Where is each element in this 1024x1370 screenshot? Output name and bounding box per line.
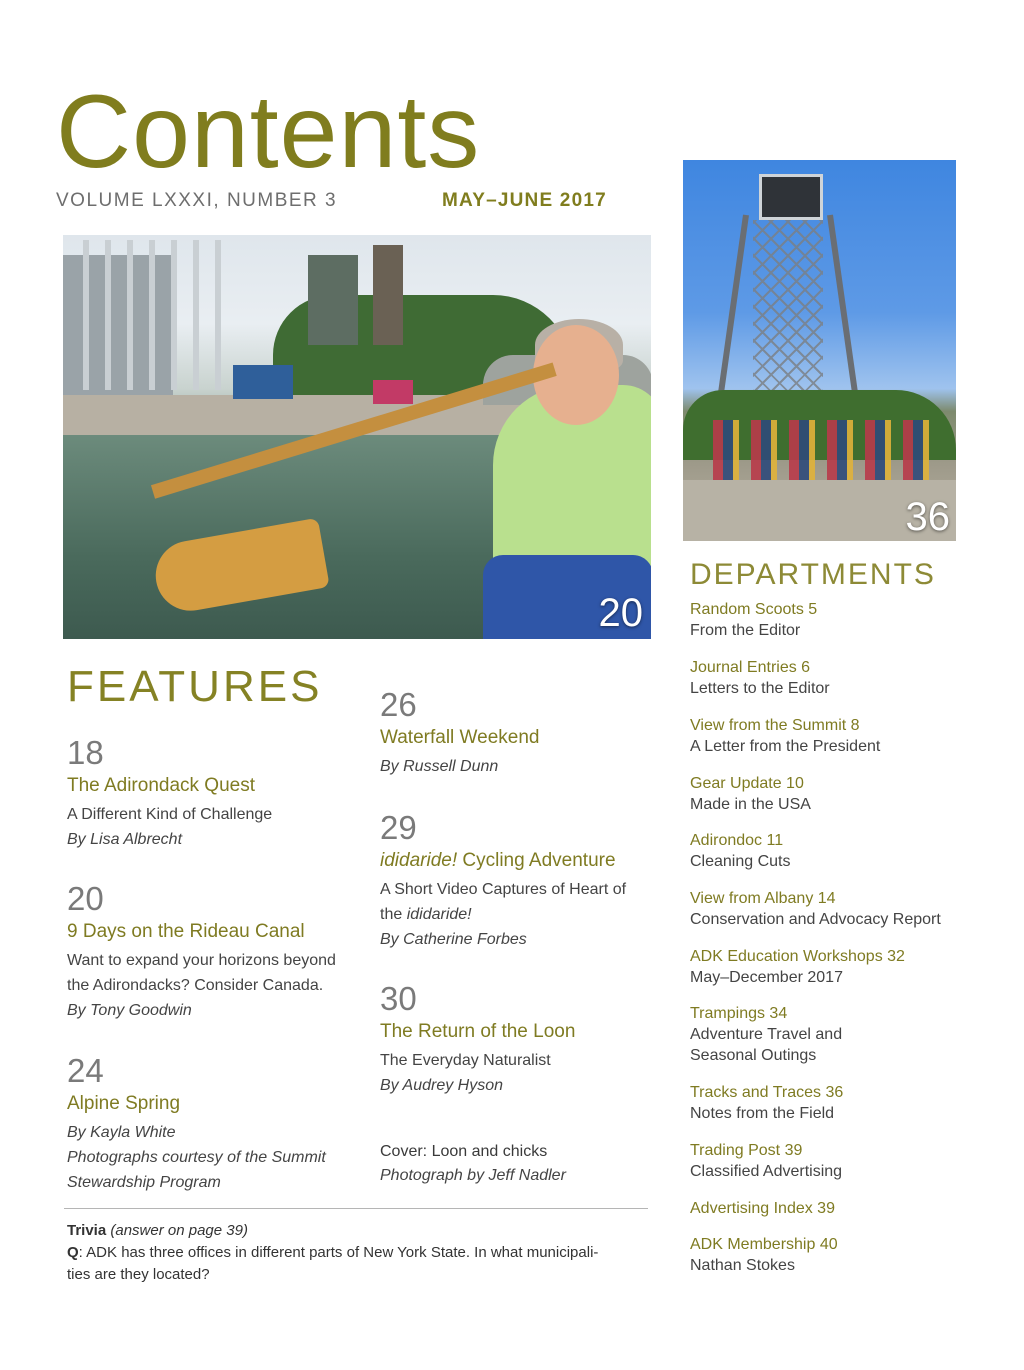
department-item[interactable] [690, 715, 980, 757]
trivia-box [67, 1220, 647, 1286]
department-item[interactable] [690, 888, 980, 930]
department-desc: Conservation and Advocacy Report [690, 911, 941, 928]
feature-item[interactable] [380, 982, 575, 1098]
department-title: Tracks and Traces 36 [690, 1084, 844, 1101]
trivia-label: Trivia [67, 1222, 107, 1239]
canal-photo-page-number: 20 [598, 591, 643, 635]
feature-item[interactable] [67, 736, 272, 852]
department-desc: May–December 2017 [690, 969, 843, 986]
feature-page: 30 [380, 980, 417, 1017]
department-title: Journal Entries 6 [690, 659, 811, 676]
feature-byline: By Tony Goodwin [67, 1001, 192, 1019]
department-desc: From the Editor [690, 622, 801, 639]
feature-subtitle: A Short Video Captures of Heart of [380, 880, 627, 898]
department-title: View from the Summit 8 [690, 717, 860, 734]
feature-page: 26 [380, 686, 417, 723]
feature-subtitle: Want to expand your horizons beyond [67, 951, 336, 969]
feature-subtitle-pre: the [380, 905, 407, 923]
trivia-note: (answer on page 39) [110, 1222, 248, 1239]
department-item[interactable] [690, 1082, 980, 1124]
feature-byline: By Audrey Hyson [380, 1076, 504, 1094]
department-title: ADK Membership 40 [690, 1236, 838, 1253]
department-title: Gear Update 10 [690, 775, 804, 792]
feature-subtitle [380, 902, 626, 927]
departments-heading: DEPARTMENTS [690, 558, 936, 591]
department-desc: Notes from the Field [690, 1105, 835, 1122]
feature-title: 9 Days on the Rideau Canal [67, 921, 305, 942]
feature-subtitle: the Adirondacks? Consider Canada. [67, 976, 324, 994]
feature-title-rest: Cycling Adventure [457, 850, 616, 871]
trivia-q-label: Q [67, 1244, 79, 1261]
page-title: Contents [56, 74, 481, 190]
department-item[interactable] [690, 946, 980, 988]
feature-title: The Adirondack Quest [67, 775, 255, 796]
trivia-question-cont: ties are they located? [67, 1266, 210, 1283]
department-item[interactable] [690, 1003, 980, 1066]
feature-title: Waterfall Weekend [380, 727, 540, 748]
feature-page: 20 [67, 880, 104, 917]
department-desc: Made in the USA [690, 796, 811, 813]
department-title: Trampings 34 [690, 1005, 788, 1022]
department-desc: Nathan Stokes [690, 1257, 795, 1274]
department-desc: Letters to the Editor [690, 680, 830, 697]
cover-credit: Photograph by Jeff Nadler [380, 1167, 566, 1184]
department-title: Trading Post 39 [690, 1142, 803, 1159]
department-desc: Seasonal Outings [690, 1047, 817, 1064]
feature-subtitle-italic: ididaride! [406, 905, 472, 923]
department-item[interactable] [690, 830, 980, 872]
feature-byline: By Russell Dunn [380, 757, 499, 775]
department-desc: Cleaning Cuts [690, 853, 791, 870]
feature-title: The Return of the Loon [380, 1021, 576, 1042]
feature-byline: By Catherine Forbes [380, 930, 527, 948]
feature-item[interactable] [67, 1054, 326, 1195]
trivia-question: : ADK has three offices in different parts of New York State. In what municipali- [78, 1244, 599, 1261]
divider [64, 1208, 648, 1209]
department-title: ADK Education Workshops 32 [690, 948, 905, 965]
cover-title: Cover: Loon and chicks [380, 1143, 548, 1160]
department-title: Random Scoots 5 [690, 601, 818, 618]
feature-title-italic: ididaride! [380, 850, 458, 871]
feature-subtitle: The Everyday Naturalist [380, 1051, 551, 1069]
department-item[interactable] [690, 1234, 980, 1276]
feature-item[interactable] [67, 882, 336, 1023]
feature-item[interactable] [380, 688, 539, 779]
department-item[interactable] [690, 773, 980, 815]
department-title: Adirondoc 11 [690, 832, 784, 849]
department-title: View from Albany 14 [690, 890, 836, 907]
department-item[interactable] [690, 1198, 980, 1219]
features-heading: FEATURES [67, 662, 323, 711]
fire-tower-photo [683, 160, 956, 541]
department-item[interactable] [690, 599, 980, 641]
feature-photo-credit: Stewardship Program [67, 1173, 221, 1191]
feature-byline: By Kayla White [67, 1123, 176, 1141]
feature-photo-credit: Photographs courtesy of the Summit [67, 1148, 326, 1166]
feature-subtitle: A Different Kind of Challenge [67, 805, 273, 823]
issue-date: MAY–JUNE 2017 [442, 190, 607, 211]
department-desc: A Letter from the President [690, 738, 881, 755]
tower-photo-page-number: 36 [905, 495, 950, 539]
feature-page: 29 [380, 809, 417, 846]
department-desc: Adventure Travel and [690, 1026, 843, 1043]
feature-title: Alpine Spring [67, 1093, 181, 1114]
feature-page: 18 [67, 734, 104, 771]
canal-photo [63, 235, 651, 639]
department-item[interactable] [690, 657, 980, 699]
feature-item[interactable] [380, 811, 626, 952]
volume-number: VOLUME LXXXI, NUMBER 3 [56, 190, 338, 211]
department-desc: Classified Advertising [690, 1163, 843, 1180]
department-item[interactable] [690, 1140, 980, 1182]
department-title: Advertising Index 39 [690, 1200, 835, 1217]
feature-byline: By Lisa Albrecht [67, 830, 183, 848]
cover-caption [380, 1140, 566, 1188]
feature-page: 24 [67, 1052, 104, 1089]
feature-title [380, 850, 626, 873]
